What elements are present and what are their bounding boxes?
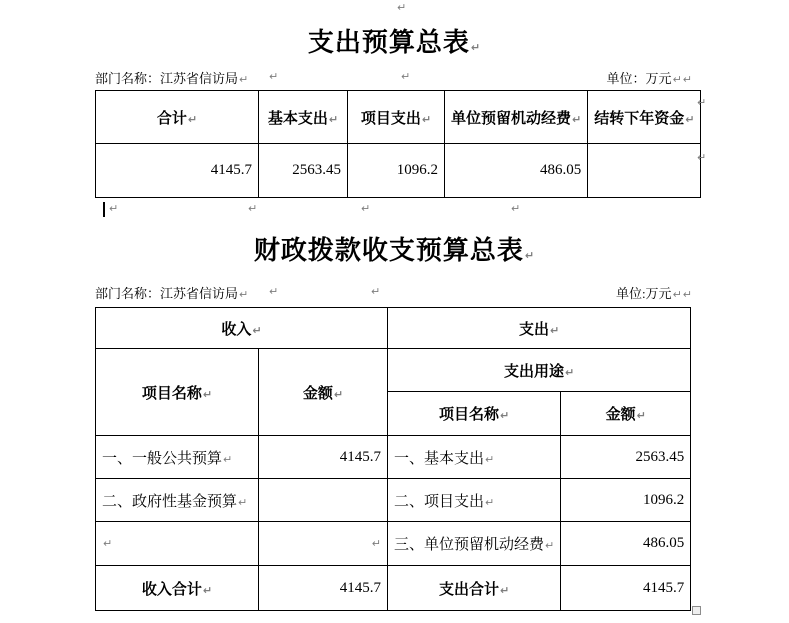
pilcrow-icon: ↵ <box>500 409 510 422</box>
header-label: 单位预留机动经费 <box>451 110 572 127</box>
table1-value-total[interactable]: 4145.7 <box>96 144 259 198</box>
pilcrow-icon: ↵ <box>202 583 213 597</box>
table2-data-row <box>96 436 691 479</box>
header-label: 金额 <box>302 385 333 402</box>
header-label: 支出 <box>519 321 550 338</box>
income-amount-cell[interactable] <box>259 479 388 522</box>
header-label: 项目支出 <box>360 110 421 127</box>
pilcrow-icon: ↵ <box>697 96 707 109</box>
pilcrow-icon: ↵ <box>371 537 381 550</box>
pilcrow-icon: ↵ <box>500 583 510 597</box>
cell-text: 支出合计 <box>439 581 500 598</box>
pilcrow-icon: ↵ <box>269 70 279 83</box>
department-label: 部门名称：江苏省信访局 <box>95 286 239 301</box>
title-text: 支出预算总表 <box>307 28 470 57</box>
pilcrow-icon: ↵ <box>361 202 371 215</box>
table1-header-basic[interactable] <box>259 91 348 144</box>
expense-amount-col-header[interactable] <box>561 392 691 436</box>
table1-header-carryover[interactable] <box>588 91 701 144</box>
pilcrow-icon: ↵ <box>239 73 249 86</box>
cell-text: 三、单位预留机动经费 <box>394 537 545 553</box>
pilcrow-icon: ↵ <box>682 73 692 86</box>
pilcrow-icon: ↵ <box>269 285 279 298</box>
expense-total-amount[interactable]: 4145.7 <box>561 566 691 611</box>
pilcrow-icon: ↵ <box>248 202 258 215</box>
header-label: 项目名称 <box>439 407 500 423</box>
pilcrow-icon: ↵ <box>202 387 213 401</box>
header-label: 合计 <box>156 110 187 127</box>
table1-header-row <box>96 91 701 144</box>
pilcrow-icon: ↵ <box>470 41 482 54</box>
pilcrow-icon: ↵ <box>239 288 249 301</box>
expense-amount-cell[interactable]: 1096.2 <box>561 479 691 522</box>
income-amount-col-header[interactable] <box>259 349 388 436</box>
table2-data-row <box>96 522 691 566</box>
pilcrow-icon: ↵ <box>187 112 198 126</box>
department-name[interactable] <box>95 68 248 86</box>
table1-value-reserve[interactable]: 486.05 <box>445 144 588 198</box>
pilcrow-icon: ↵ <box>697 151 707 164</box>
table2-total-row <box>96 566 691 611</box>
table1-header-total[interactable] <box>96 91 259 144</box>
income-item-cell[interactable] <box>96 436 259 479</box>
income-amount-cell[interactable]: 4145.7 <box>259 436 388 479</box>
pilcrow-icon: ↵ <box>485 495 495 509</box>
page-title-expenditure[interactable] <box>0 22 789 59</box>
pilcrow-icon: ↵ <box>328 112 339 126</box>
pilcrow-icon: ↵ <box>672 288 682 301</box>
expense-item-cell[interactable] <box>388 436 561 479</box>
table1-data-row <box>96 144 701 198</box>
department-label: 部门名称：江苏省信访局 <box>95 71 239 86</box>
unit-label: 单位:万元 <box>615 286 672 301</box>
header-label: 基本支出 <box>267 110 328 127</box>
income-item-col-header[interactable] <box>96 349 259 436</box>
expense-total-label[interactable] <box>388 566 561 611</box>
pilcrow-icon: ↵ <box>550 323 560 337</box>
pilcrow-icon: ↵ <box>636 409 646 422</box>
pilcrow-icon: ↵ <box>103 537 113 550</box>
table1-value-basic[interactable]: 2563.45 <box>259 144 348 198</box>
table1-header-reserve[interactable] <box>445 91 588 144</box>
header-label: 支出用途 <box>504 363 565 380</box>
pilcrow-icon: ↵ <box>685 112 695 126</box>
pilcrow-icon: ↵ <box>109 202 119 215</box>
income-item-cell-empty[interactable] <box>96 522 259 566</box>
cell-text: 一、基本支出 <box>394 450 485 467</box>
pilcrow-icon: ↵ <box>672 73 682 86</box>
meta-line-2 <box>95 283 692 301</box>
cell-text: 二、项目支出 <box>394 493 485 510</box>
pilcrow-icon: ↵ <box>397 1 407 14</box>
pilcrow-icon: ↵ <box>238 495 248 509</box>
expense-item-col-header[interactable] <box>388 392 561 436</box>
cell-text: 二、政府性基金预算 <box>102 493 238 510</box>
expense-item-cell[interactable] <box>388 522 561 566</box>
header-label: 结转下年资金 <box>594 110 685 127</box>
expense-amount-cell[interactable]: 2563.45 <box>561 436 691 479</box>
expenditure-budget-table <box>95 90 701 198</box>
pilcrow-icon: ↵ <box>333 387 344 401</box>
income-total-label[interactable] <box>96 566 259 611</box>
table1-header-project[interactable] <box>348 91 445 144</box>
pilcrow-icon: ↵ <box>545 539 555 552</box>
text-cursor <box>103 202 105 217</box>
meta-line-1 <box>95 68 692 86</box>
pilcrow-icon: ↵ <box>524 249 536 262</box>
table2-data-row <box>96 479 691 522</box>
header-label: 收入 <box>221 321 252 338</box>
table1-value-project[interactable]: 1096.2 <box>348 144 445 198</box>
cell-text: 收入合计 <box>141 581 202 598</box>
expense-usage-header[interactable] <box>388 349 691 392</box>
cell-text: 一、一般公共预算 <box>102 450 223 467</box>
header-label: 金额 <box>605 407 636 423</box>
table2-subheader-row-1 <box>96 349 691 392</box>
title-text: 财政拨款收支预算总表 <box>253 236 524 265</box>
pilcrow-icon: ↵ <box>421 112 432 126</box>
table-resize-handle[interactable] <box>692 606 701 615</box>
pilcrow-icon: ↵ <box>511 202 521 215</box>
table2-section-row <box>96 308 691 349</box>
fiscal-budget-table <box>95 307 691 611</box>
page-title-fiscal[interactable] <box>0 230 789 267</box>
table1-value-carryover[interactable] <box>588 144 701 198</box>
pilcrow-icon: ↵ <box>401 70 411 83</box>
unit-label-wrap[interactable] <box>607 68 692 86</box>
income-item-cell[interactable] <box>96 479 259 522</box>
pilcrow-icon: ↵ <box>565 365 575 379</box>
income-amount-cell-empty[interactable] <box>259 522 388 566</box>
unit-label-wrap[interactable] <box>616 283 692 301</box>
unit-label: 单位：万元 <box>606 71 672 86</box>
pilcrow-icon: ↵ <box>223 452 233 466</box>
pilcrow-icon: ↵ <box>485 452 495 466</box>
department-name[interactable] <box>95 283 248 301</box>
expense-section-header[interactable] <box>388 308 691 349</box>
pilcrow-icon: ↵ <box>371 285 381 298</box>
income-section-header[interactable] <box>96 308 388 349</box>
pilcrow-icon: ↵ <box>682 288 692 301</box>
income-total-amount[interactable]: 4145.7 <box>259 566 388 611</box>
header-label: 项目名称 <box>141 385 202 402</box>
expense-item-cell[interactable] <box>388 479 561 522</box>
pilcrow-icon: ↵ <box>252 323 262 337</box>
expense-amount-cell[interactable]: 486.05 <box>561 522 691 566</box>
pilcrow-icon: ↵ <box>572 112 582 126</box>
